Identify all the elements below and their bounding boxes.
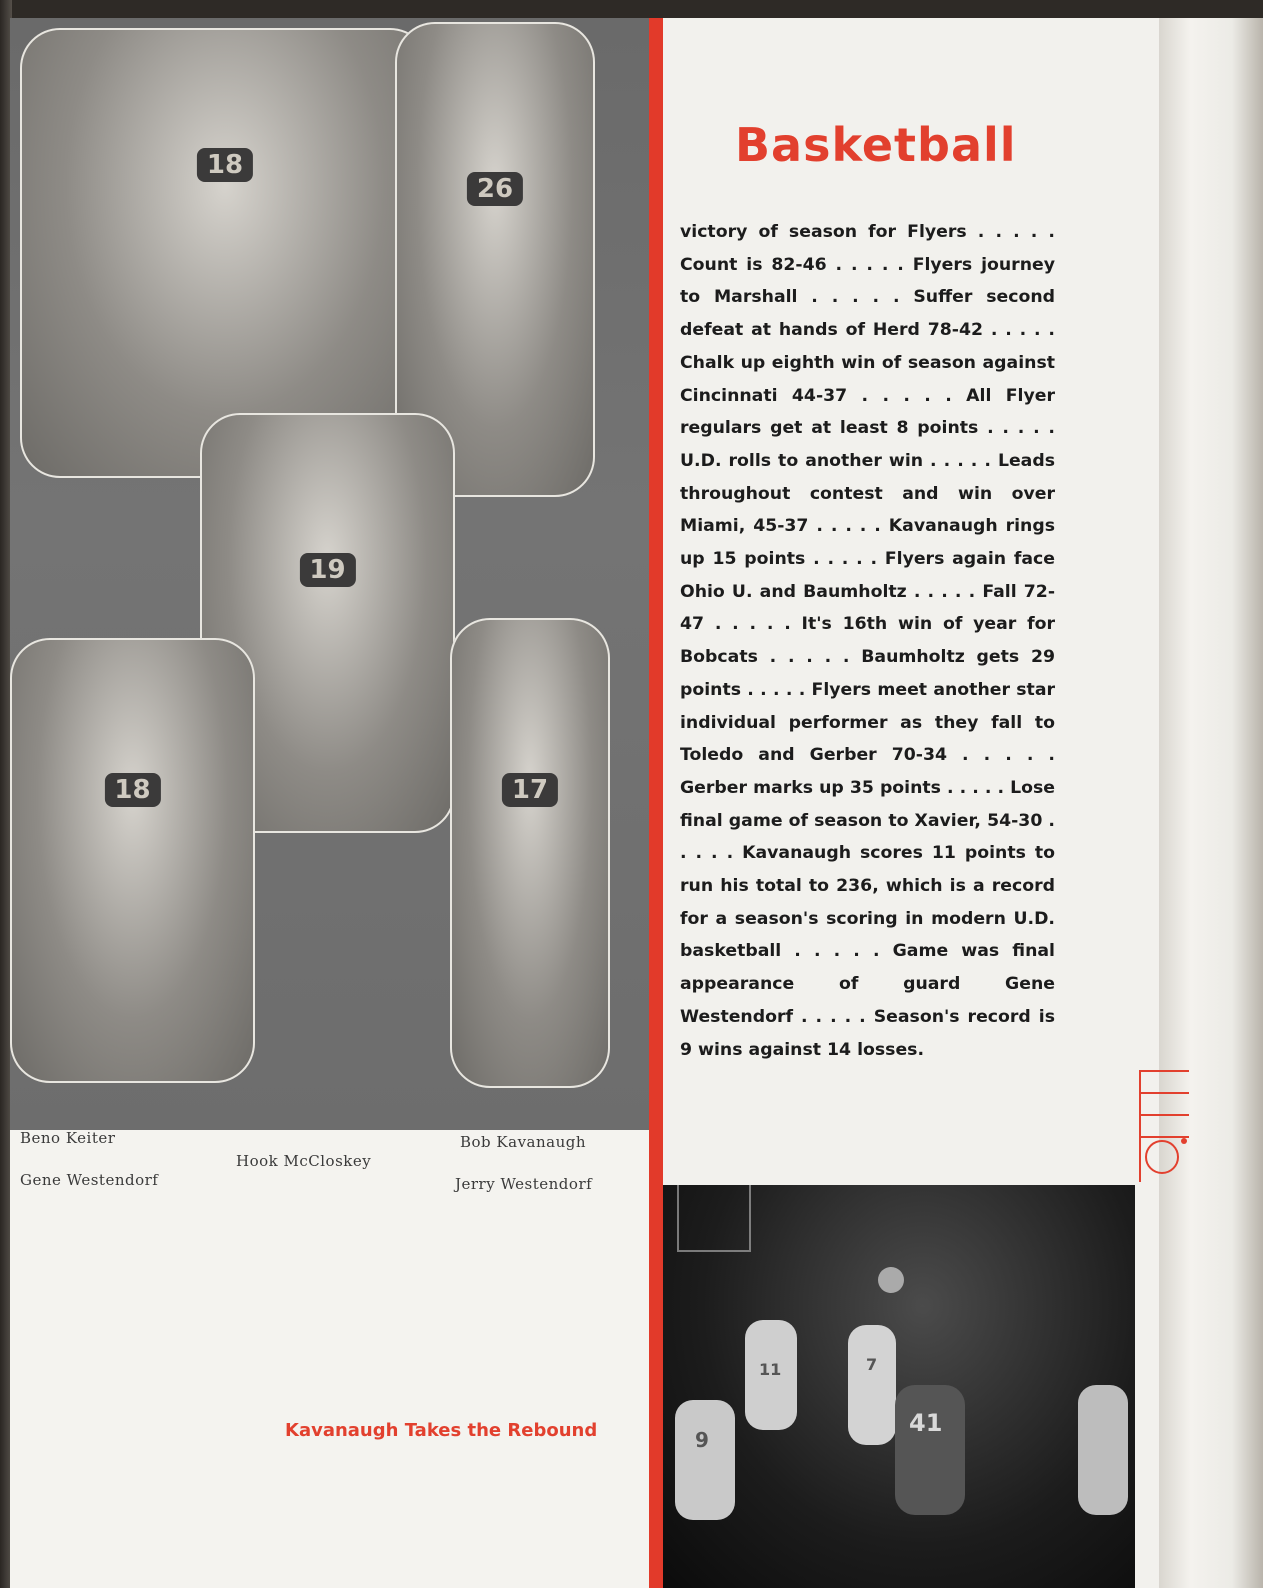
red-divider bbox=[649, 18, 663, 1588]
player-figure bbox=[745, 1320, 797, 1430]
player-figure bbox=[1078, 1385, 1128, 1515]
player-figure bbox=[895, 1385, 965, 1515]
player-name-caption: Bob Kavanaugh bbox=[460, 1133, 587, 1151]
jersey-number: 41 bbox=[909, 1409, 943, 1437]
player-name-caption: Gene Westendorf bbox=[20, 1171, 159, 1189]
jersey-number: 26 bbox=[467, 172, 523, 206]
caption-panel bbox=[10, 1130, 649, 1588]
jersey-number: 9 bbox=[695, 1428, 709, 1452]
jersey-number: 19 bbox=[299, 553, 355, 587]
jersey-number: 11 bbox=[759, 1360, 782, 1379]
basketball-hoop bbox=[677, 1185, 751, 1252]
game-action-photo bbox=[663, 1185, 1135, 1588]
photo-caption: Kavanaugh Takes the Rebound bbox=[285, 1420, 598, 1441]
page-title: Basketball bbox=[735, 118, 1017, 172]
basketball bbox=[878, 1267, 904, 1293]
player-photo-jerry-westendorf bbox=[450, 618, 610, 1088]
player-name-caption: Beno Keiter bbox=[20, 1129, 116, 1147]
player-name-caption: Hook McCloskey bbox=[236, 1152, 372, 1170]
jersey-number: 18 bbox=[197, 148, 253, 182]
book-page-edge bbox=[1159, 18, 1263, 1588]
player-photo-keiter bbox=[20, 28, 430, 478]
book-top-edge bbox=[0, 0, 1263, 18]
article-body: victory of season for Flyers . . . . . Count is 82-46 . . . . . Flyers journey to Marshall . . . . . Suffer second defeat at hands of Herd 78-42 . . . . . Chalk up eighth win of season against Cincinnati 44-37 . . . . . All Flyer regulars get at least 8 points . . . . . U.D. rolls to another win . . . . . Leads throughout contest and win over Miami, 45-37 . . . . . Kavanaugh rings up 15 points . . . . . Flyers again face Ohio U. and Baumholtz . . . . . Fall 72-47 . . . . . It's 16th win of year for Bobcats . . . . . Baumholtz gets 29 points . . . . . Flyers meet another star individual performer as they fall to Toledo and Gerber 70-34 . . . . . Gerber marks up 35 points . . . . . Lose final game of season to Xavier, 54-30 . . . . . Kavanaugh scores 11 points to run his total to 236, which is a record for a season's scoring in modern U.D. basketball . . . . . Game was final appearance of guard Gene Westendorf . . . . . Season's record is 9 wins against 14 losses. bbox=[680, 222, 1055, 1060]
player-photo-panel bbox=[10, 18, 649, 1130]
jersey-number: 17 bbox=[502, 773, 558, 807]
player-name-caption: Jerry Westendorf bbox=[455, 1175, 593, 1193]
jersey-number: 7 bbox=[866, 1355, 878, 1374]
player-figure bbox=[675, 1400, 735, 1520]
jersey-number: 18 bbox=[104, 773, 160, 807]
player-photo-gene-westendorf bbox=[10, 638, 255, 1083]
decorative-mark bbox=[1139, 1070, 1189, 1182]
player-figure bbox=[848, 1325, 896, 1445]
